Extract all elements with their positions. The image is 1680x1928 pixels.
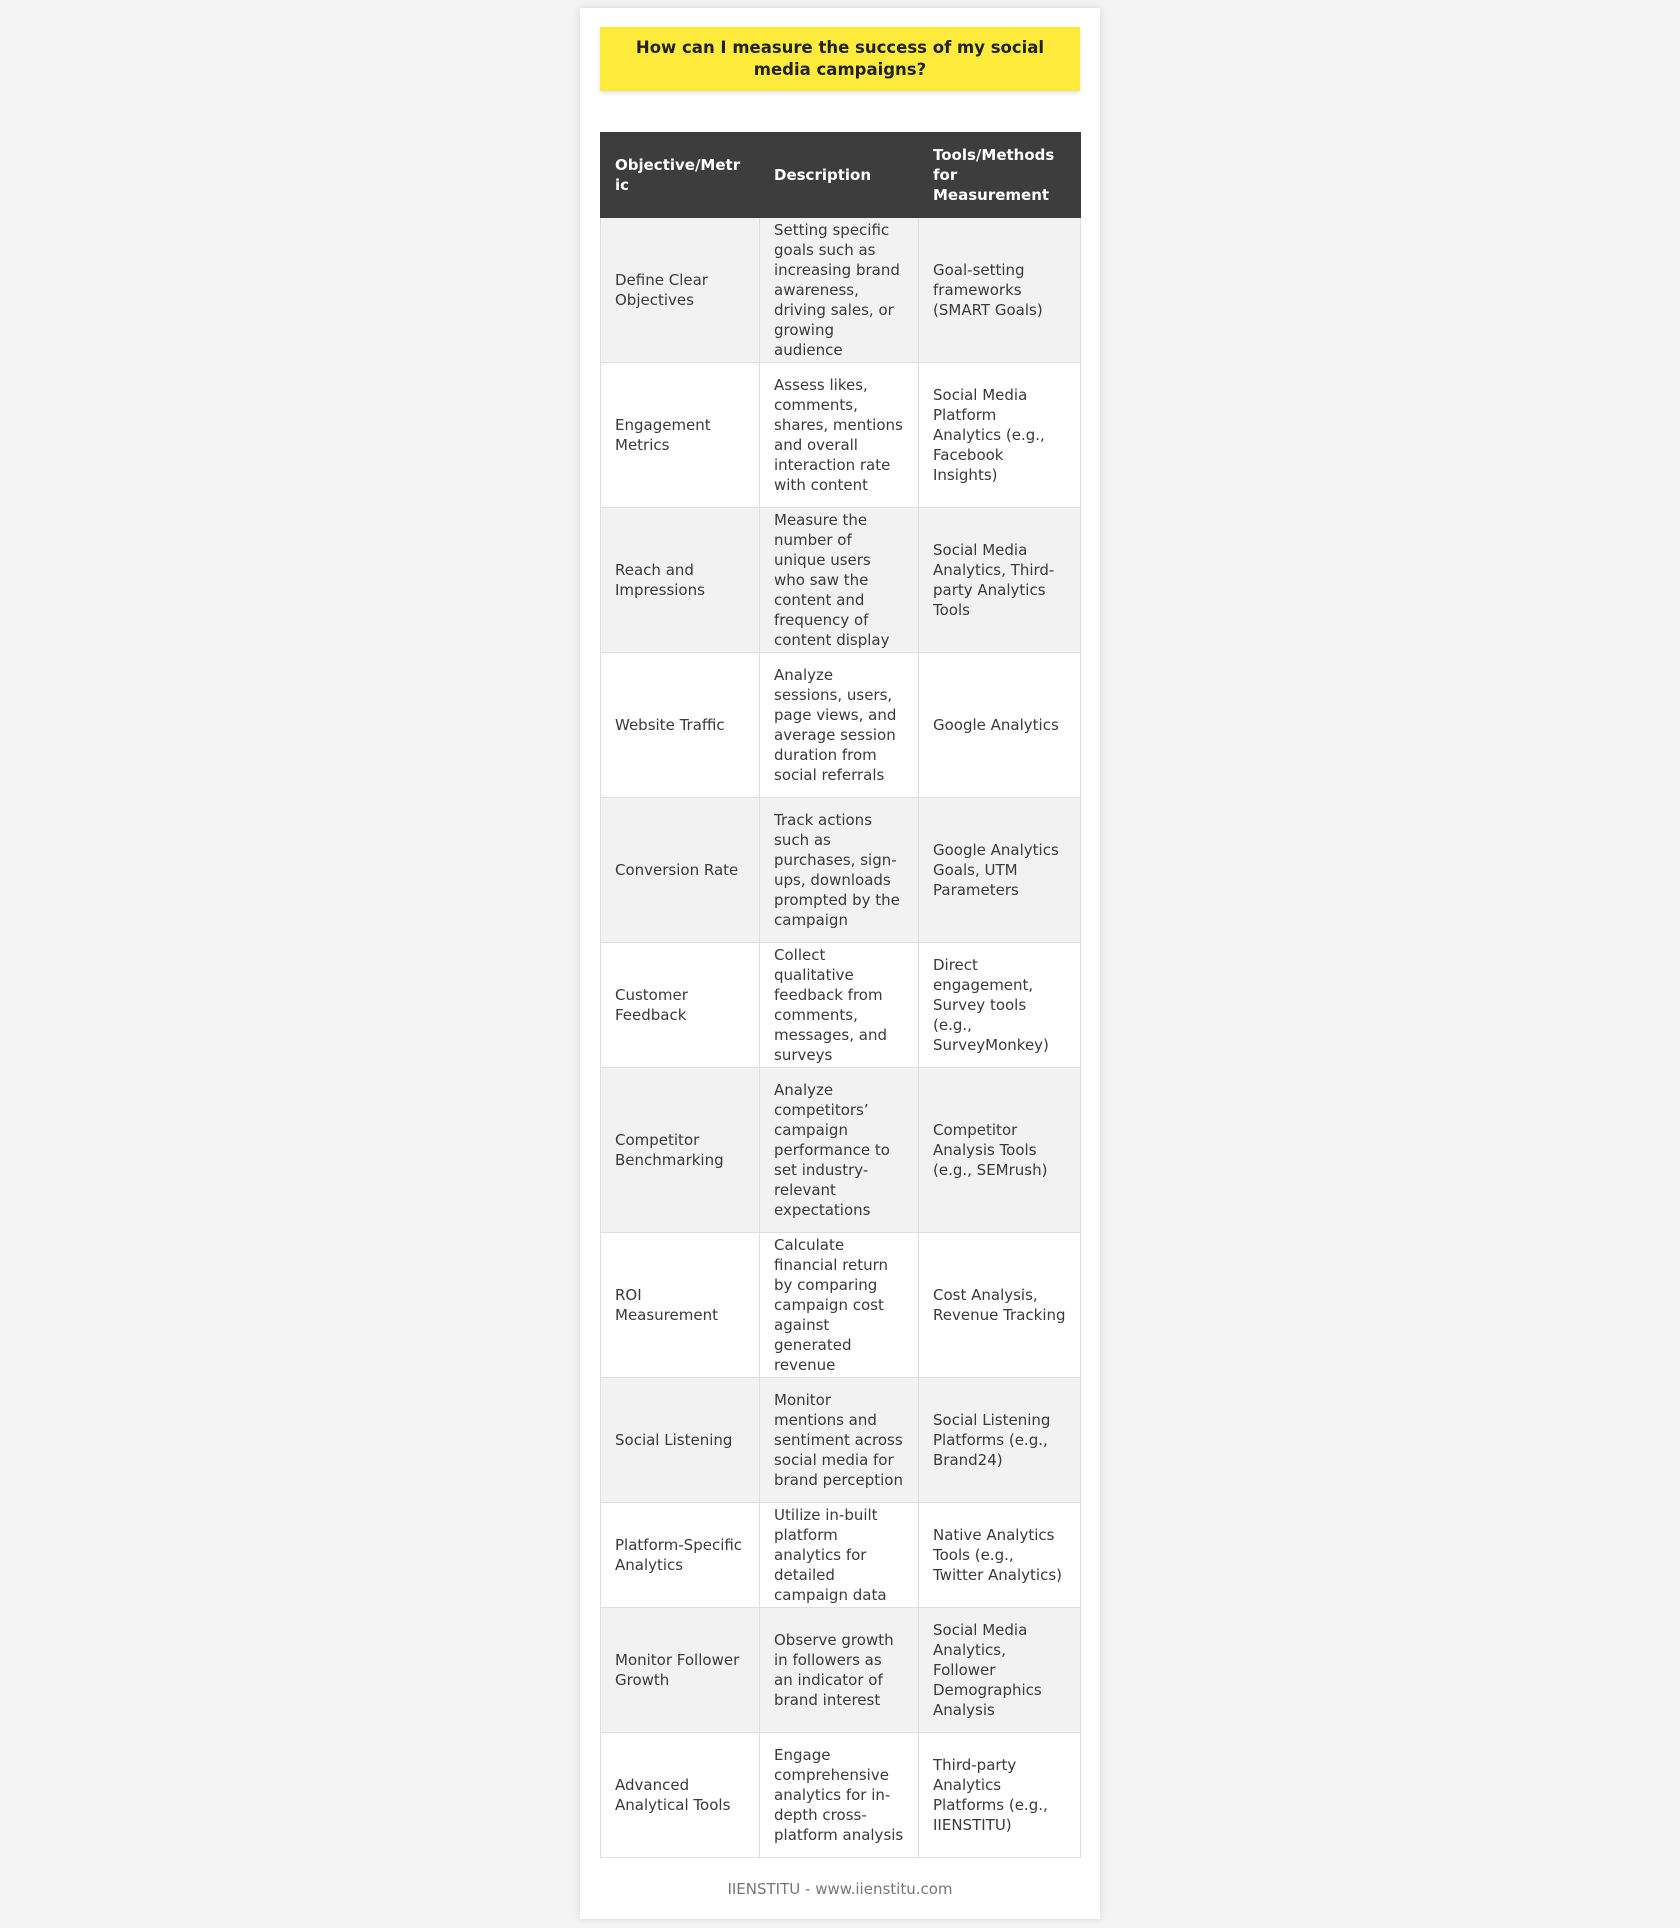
table-row xyxy=(601,1503,1081,1608)
cell-objective: Reach and Impressions xyxy=(601,508,760,653)
cell-description: Engage comprehensive analytics for in-depth cross-platform analysis xyxy=(760,1733,919,1858)
cell-description: Analyze competitors’ campaign performance to set industry-relevant expectations xyxy=(760,1068,919,1233)
table-row xyxy=(601,1733,1081,1858)
cell-description: Utilize in-built platform analytics for detailed campaign data xyxy=(760,1503,919,1608)
cell-description: Collect qualitative feedback from comments, messages, and surveys xyxy=(760,943,919,1068)
cell-tools: Native Analytics Tools (e.g., Twitter Analytics) xyxy=(919,1503,1081,1608)
cell-objective: Customer Feedback xyxy=(601,943,760,1068)
cell-description: Observe growth in followers as an indicator of brand interest xyxy=(760,1608,919,1733)
cell-tools: Social Media Analytics, Third-party Analytics Tools xyxy=(919,508,1081,653)
cell-tools: Social Media Analytics, Follower Demographics Analysis xyxy=(919,1608,1081,1733)
table-row xyxy=(601,1608,1081,1733)
header-tools: Tools/Methods for Measurement xyxy=(919,133,1081,218)
cell-tools: Direct engagement, Survey tools (e.g., SurveyMonkey) xyxy=(919,943,1081,1068)
cell-tools: Competitor Analysis Tools (e.g., SEMrush) xyxy=(919,1068,1081,1233)
header-description: Description xyxy=(760,133,919,218)
cell-objective: Monitor Follower Growth xyxy=(601,1608,760,1733)
table-row xyxy=(601,218,1081,363)
table-row xyxy=(601,363,1081,508)
cell-tools: Google Analytics xyxy=(919,653,1081,798)
table-row xyxy=(601,1233,1081,1378)
cell-tools: Social Media Platform Analytics (e.g., Facebook Insights) xyxy=(919,363,1081,508)
table-row xyxy=(601,1068,1081,1233)
table-row xyxy=(601,943,1081,1068)
cell-objective: Conversion Rate xyxy=(601,798,760,943)
table-row xyxy=(601,653,1081,798)
table-header-row xyxy=(601,133,1081,218)
cell-description: Assess likes, comments, shares, mentions and overall interaction rate with content xyxy=(760,363,919,508)
cell-description: Setting specific goals such as increasing brand awareness, driving sales, or growing audience xyxy=(760,218,919,363)
cell-objective: Advanced Analytical Tools xyxy=(601,1733,760,1858)
page-title: How can I measure the success of my social media campaigns? xyxy=(635,38,1045,79)
cell-description: Analyze sessions, users, page views, and average session duration from social referrals xyxy=(760,653,919,798)
cell-tools: Goal-setting frameworks (SMART Goals) xyxy=(919,218,1081,363)
cell-description: Track actions such as purchases, sign-ups, downloads prompted by the campaign xyxy=(760,798,919,943)
cell-objective: Website Traffic xyxy=(601,653,760,798)
title-banner xyxy=(600,27,1080,91)
cell-tools: Cost Analysis, Revenue Tracking xyxy=(919,1233,1081,1378)
cell-objective: Platform-Specific Analytics xyxy=(601,1503,760,1608)
cell-objective: Social Listening xyxy=(601,1378,760,1503)
cell-tools: Google Analytics Goals, UTM Parameters xyxy=(919,798,1081,943)
content-card xyxy=(580,8,1100,1919)
footer-credit: IIENSTITU - www.iienstitu.com xyxy=(727,1880,953,1898)
cell-tools: Social Listening Platforms (e.g., Brand24) xyxy=(919,1378,1081,1503)
cell-objective: ROI Measurement xyxy=(601,1233,760,1378)
header-objective: Objective/Metric xyxy=(601,133,760,218)
cell-objective: Competitor Benchmarking xyxy=(601,1068,760,1233)
table-row xyxy=(601,508,1081,653)
cell-description: Calculate financial return by comparing campaign cost against generated revenue xyxy=(760,1233,919,1378)
cell-description: Monitor mentions and sentiment across social media for brand perception xyxy=(760,1378,919,1503)
cell-description: Measure the number of unique users who saw the content and frequency of content display xyxy=(760,508,919,653)
metrics-table xyxy=(600,132,1081,1858)
cell-tools: Third-party Analytics Platforms (e.g., IIENSTITU) xyxy=(919,1733,1081,1858)
cell-objective: Engagement Metrics xyxy=(601,363,760,508)
table-row xyxy=(601,1378,1081,1503)
cell-objective: Define Clear Objectives xyxy=(601,218,760,363)
table-row xyxy=(601,798,1081,943)
